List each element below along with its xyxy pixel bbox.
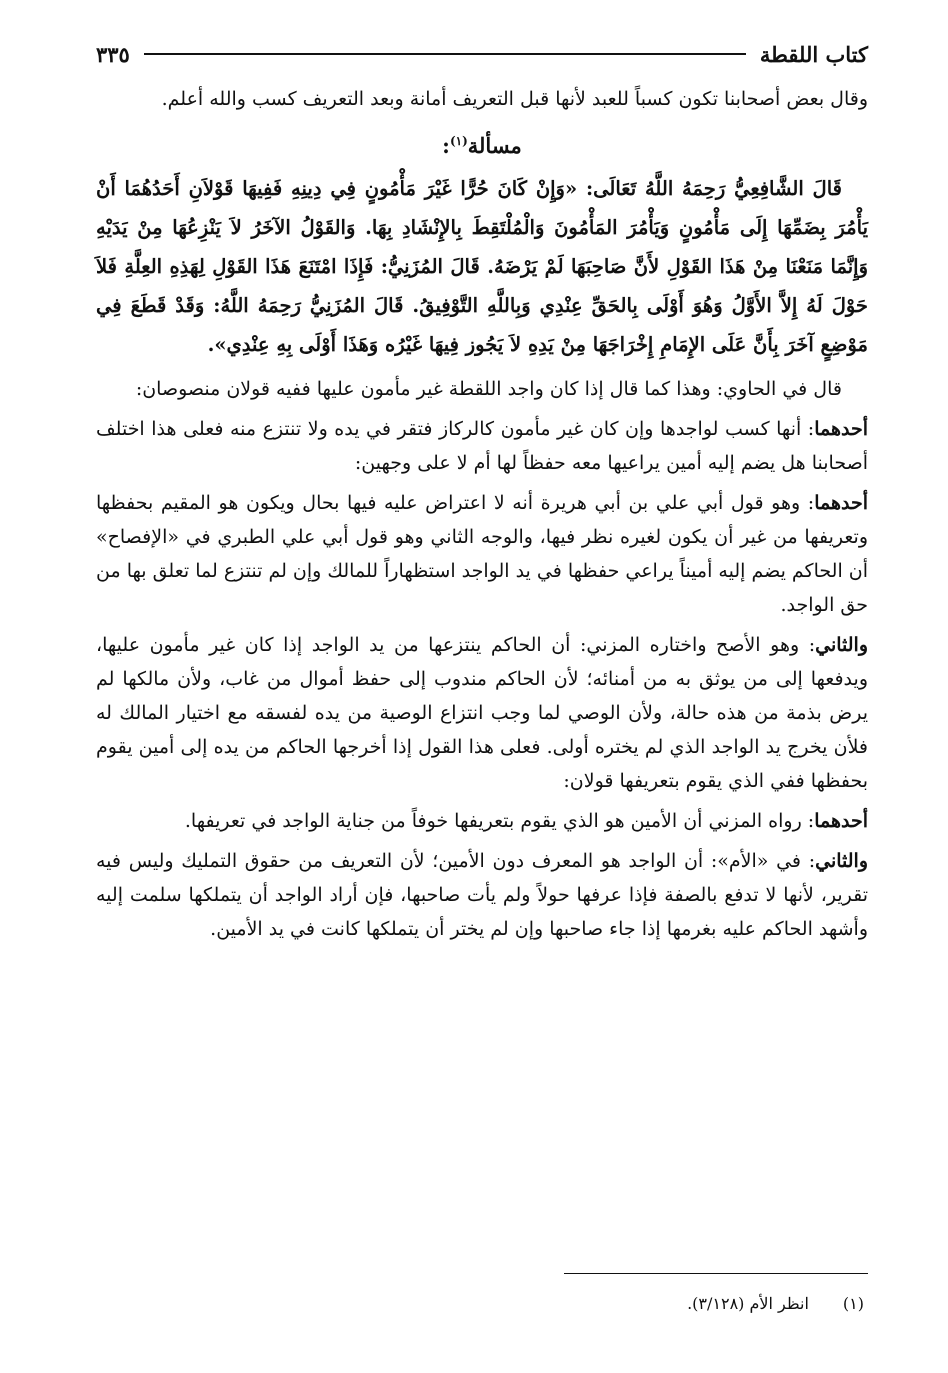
footnote-number: (١) (842, 1294, 864, 1313)
paragraph-first-saying (96, 804, 868, 838)
footnote (687, 1292, 864, 1316)
paragraph-first-view (96, 486, 868, 622)
paragraph-text: : وهو قول أبي علي بن أبي هريرة أنه لا اعتراض عليه فيها بحال ويكون هو المقيم بحفظها وتعريفها من غير أن يكون لغيره نظر فيها، والوجه الثاني وهو قول أبي علي الطبري في «الإفصاح» أن الحاكم يضم إليه أميناً يراعي حفظها في يد الواجد استظهاراً للمالك وإن لم تنتزع لما تعلق بها من حق الواجد. (96, 492, 868, 616)
paragraph-lead: والثاني (815, 850, 868, 872)
footnote-text: انظر الأم (٣/١٢٨). (687, 1294, 809, 1313)
page-number: ٣٣٥ (96, 41, 130, 67)
paragraph-lead: أحدهما (814, 810, 868, 832)
page-body (96, 82, 868, 952)
heading-footnote-ref: (١) (449, 134, 468, 148)
section-heading (96, 122, 868, 165)
quoted-text: قَالَ الشَّافِعِيُّ رَحِمَهُ اللَّهُ تَعَالَى: «وَإِنْ كَانَ حُرًّا غَيْرَ مَأْمُونٍ فِي دِينِهِ فَفِيهَا قَوْلاَنِ أَحَدُهُمَا أَنْ يَأْمُرَ بِضَمِّهَا إِلَى مَأْمُونٍ وَيَأْمُرَ المَأْمُونَ وَالْمُلْتَقِطَ بِالإِنْشَادِ بِهَا. وَالقَوْلُ الآخَرُ لاَ يَنْزِعُهَا مِنْ يَدَيْهِ وَإِنَّمَا مَنَعْنَا مِنْ هَذَا القَوْلِ لأَنَّ صَاحِبَهَا لَمْ يَرْضَهُ. قَالَ المُزَنِيُّ: فَإِذَا امْتَنَعَ هَذَا القَوْلِ لِهَذِهِ العِلَّةِ فَلاَ حَوْلَ لَهُ إِلاَّ الأَوَّلُ وَهُوَ أَوْلَى بِالحَقِّ عِنْدِي وَبِاللَّهِ التَّوْفِيقُ. قَالَ المُزَنِيُّ رَحِمَهُ اللَّهُ: وَقَدْ قَطَعَ فِي مَوْضِعٍ آخَرَ بِأَنَّ عَلَى الإِمَامِ إِخْرَاجَهَا مِنْ يَدِهِ لاَ يَجُوز فِيهَا غَيْرُه وَهَذَا أَوْلَى بِهِ عِنْدِي». (96, 177, 868, 356)
heading-colon: : (442, 133, 450, 158)
header-rule (144, 53, 746, 55)
paragraph-lead: أحدهما (814, 418, 868, 440)
book-title: كتاب اللقطة (759, 41, 868, 67)
footnote-rule (564, 1273, 868, 1274)
page-header (96, 34, 868, 74)
paragraph-hawi: قال في الحاوي: وهذا كما قال إذا كان واجد اللقطة غير مأمون عليها ففيه قولان منصوصان: (135, 378, 842, 400)
paragraph-lead: والثاني (815, 634, 868, 656)
paragraph-text: : في «الأم»: أن الواجد هو المعرف دون الأمين؛ لأن التعريف من حقوق التمليك وليس فيه تقرير، لأنها لا تدفع بالصفة فإذا عرفها حولاً ولم يأت صاحبها، فإن أراد الواجد أن يتملكها سلمت إليه وأشهد الحاكم عليه بغرمها إذا جاء صاحبها وإن لم يختر أن يتملكها كانت في يد الأمين. (96, 850, 868, 940)
intro-paragraph: وقال بعض أصحابنا تكون كسباً للعبد لأنها قبل التعريف أمانة وبعد التعريف كسب والله أعلم. (161, 88, 868, 110)
paragraph-text: : وهو الأصح واختاره المزني: أن الحاكم ينتزعها من يد الواجد إذا كان غير مأمون عليها، ويدفعها إلى من يوثق به من أمنائه؛ لأن الحاكم مندوب إلى حفظ أموال من غاب، ولأن مالكها لم يرض بذمة من هذه حالة، ولأن الوصي لما وجب انتزاع الوصية من يده لفسقه مع اختيار المالك له فلأن يخرج يد الواجد الذي لم يختره أولى. فعلى هذا القول إذا أخرجها الحاكم من يده إلى أمين يقوم بحفظها ففي الذي يقوم بتعريفها قولان: (96, 634, 868, 792)
paragraph-text: : أنها كسب لواجدها وإن كان غير مأمون كالركاز فتقر في يده ولا تنتزع منه فعلى هذا اختلف أصحابنا هل يضم إليه أمين يراعيها معه حفظاً لها أم لا على وجهين: (96, 418, 868, 474)
paragraph-text: : رواه المزني أن الأمين هو الذي يقوم بتعريفها خوفاً من جناية الواجد في تعريفها. (184, 810, 815, 832)
paragraph-first-opinion (96, 412, 868, 480)
paragraph-second-opinion (96, 628, 868, 798)
paragraph-second-saying (96, 844, 868, 946)
paragraph-lead: أحدهما (814, 492, 868, 514)
heading-text: مسألة (467, 133, 522, 158)
